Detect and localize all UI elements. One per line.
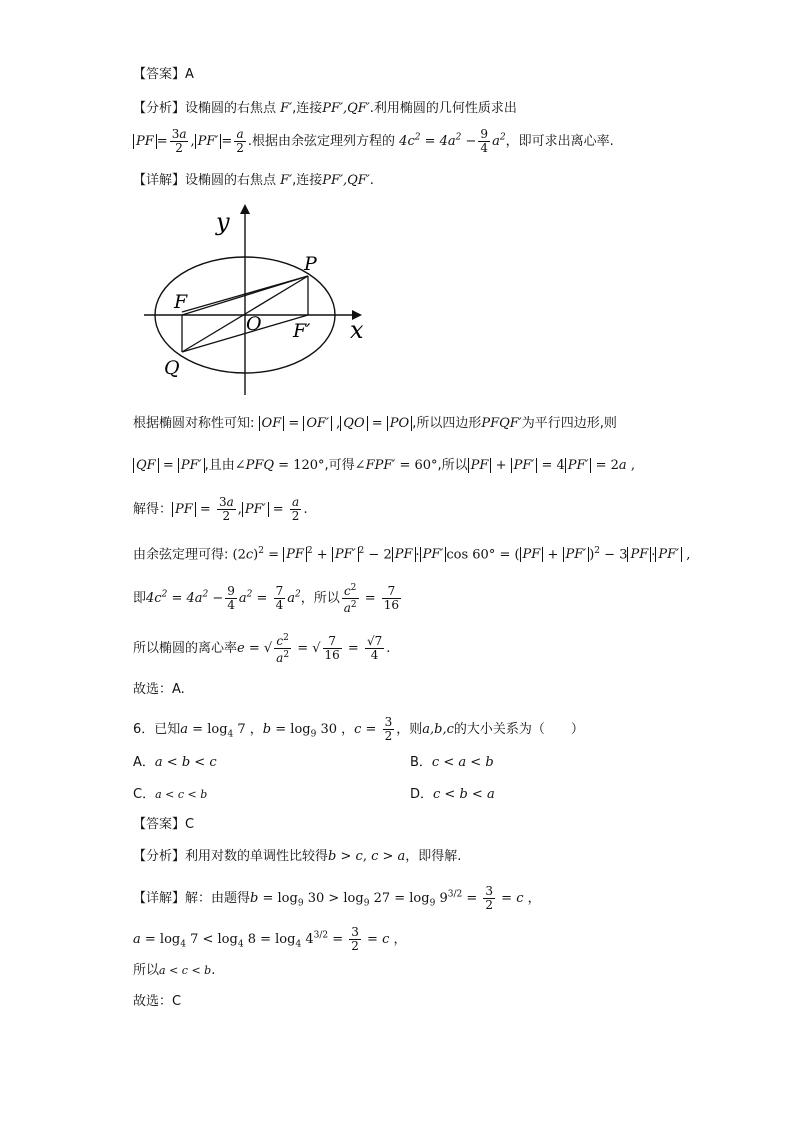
choose-line-2: [133, 993, 181, 1011]
analysis-line-2: PF = $\frac{3a}{2}$ , PF′ = $\frac{a}{2}$ .根据由余弦定理列方程的 $4c^2 = 4a^2$ − $\frac{9}{4}$ $a^2$，即可求出离心率.: [133, 128, 614, 155]
detail-tag: 【详解】: [133, 173, 186, 188]
answer-line-2: [133, 816, 194, 834]
cosine-line: 由余弦定理可得: $(2c)^2$ = PF $^2$ + PF′ $^2$ − 2 PF · PF′ cos 60° = ( PF + PF′ )$^2$ − 3 PF · PF′ ,: [133, 546, 691, 563]
ellipse-figure: [140, 200, 380, 400]
body-text: 故选：A.: [133, 682, 185, 697]
body-text: 根据椭圆对称性可知:: [133, 416, 255, 431]
analysis-text: ，即得解.: [405, 849, 462, 864]
answer-tag: 【答案】: [133, 817, 186, 832]
question-text: 6．已知: [133, 722, 181, 737]
math-inline: F′: [280, 101, 293, 116]
label-P: P: [304, 253, 317, 275]
analysis-text: 利用对数的单调性比较得: [185, 849, 329, 864]
label-Fprime: F′: [293, 320, 311, 342]
body-text: 故选：C: [133, 994, 182, 1009]
label-F: F: [174, 291, 188, 313]
answer-value: A: [185, 67, 194, 82]
analysis-text: ,连接: [292, 101, 323, 116]
body-text: ，所以: [300, 591, 340, 606]
ecc-line: 所以椭圆的离心率e = √ $\frac{c^2}{a^2}$ = √ $\frac{7}{16}$ = $\frac{√7}{4}$ .: [133, 633, 391, 665]
detail-text: 解：由题得: [185, 891, 251, 906]
label-y: y: [216, 208, 230, 236]
answer-value: C: [185, 817, 195, 832]
answer-tag: 【答案】: [133, 67, 186, 82]
label-Q: Q: [164, 357, 180, 379]
analysis-tag: 【分析】: [133, 101, 186, 116]
body-text: ,且由: [204, 458, 235, 473]
math-inline: PF′,QF′: [322, 101, 370, 116]
option-label: B．: [410, 755, 432, 770]
analysis-text: ，即可求出离心率.: [505, 134, 614, 149]
body-text: 即: [133, 591, 147, 606]
label-O: O: [246, 313, 262, 335]
conclusion-line: 所以a < c < b.: [133, 963, 216, 978]
symmetry-line: 根据椭圆对称性可知: OF = OF′ , QO = PO ,所以四边形PFQF′为平行四边形,则: [133, 416, 617, 431]
body-text: 由余弦定理可得:: [133, 547, 229, 563]
body-text: 解得：: [133, 502, 173, 517]
body-text: ,可得: [324, 458, 355, 473]
body-text: 所以椭圆的离心率: [133, 641, 238, 656]
body-text: 所以: [133, 963, 160, 978]
detail-text: 设椭圆的右焦点: [185, 173, 277, 188]
question-text: 的大小关系为（ ）: [453, 722, 584, 737]
option-D: D．c < b < a: [410, 787, 495, 802]
detail-line-3: $a = \log_4 7 < \log_4 8 = \log_4 4^{3/2}$ = $\frac{3}{2}$ = c ，: [133, 925, 407, 953]
body-text: ,所以四边形: [412, 416, 482, 431]
condition-line: QF = PF′ ,且由∠PFQ = 120°,可得∠FPF′ = 60°,所以 PF + PF′ = 4 PF′ = 2a ,: [133, 457, 635, 475]
analysis-text: .根据由余弦定理列方程的: [247, 134, 396, 149]
body-text: ,所以: [437, 458, 468, 473]
detail-text: ,连接: [292, 173, 323, 188]
choose-line-1: [133, 681, 185, 699]
label-x: x: [350, 316, 364, 344]
option-B: B．c < a < b: [410, 755, 494, 770]
option-label: D．: [410, 787, 434, 802]
analysis-line-1: [133, 100, 517, 118]
analysis-text: .利用椭圆的几何性质求出: [369, 101, 517, 116]
option-label: A．: [133, 755, 155, 770]
detail-tag: 【详解】: [133, 891, 186, 906]
solve-line: 解得： PF = $\frac{3a}{2}$ , PF′ = $\frac{a}{2}$ .: [133, 495, 308, 523]
option-C: C．a < c < b: [133, 787, 208, 802]
question-text: ，则: [396, 722, 423, 737]
analysis-text: 设椭圆的右焦点: [185, 101, 277, 116]
option-label: C．: [133, 787, 156, 802]
answer-line-1: [133, 66, 194, 84]
question-6: 6．已知$a = \log_4 7$ ，$b = \log_9 30$ ，c = $\frac{3}{2}$ ，则a,b,c的大小关系为（ ）: [133, 715, 584, 743]
ji-line: 即$4c^2 = 4a^2$ − $\frac{9}{4}$ $a^2$ = $\frac{7}{4}$ $a^2$，所以 $\frac{c^2}{a^2}$ = $\frac{7}{16}$: [133, 583, 400, 615]
detail-line-2: 【详解】解：由题得$b = \log_9 30 > \log_9 27 = \log_9 9^{3/2}$ = $\frac{3}{2}$ = c ，: [133, 884, 541, 912]
option-A: A．a < b < c: [133, 755, 217, 770]
body-text: 为平行四边形,则: [521, 416, 617, 431]
detail-line-1: 【详解】设椭圆的右焦点 F′,连接PF′,QF′.: [133, 173, 374, 188]
analysis-tag: 【分析】: [133, 849, 186, 864]
analysis-line-3: 【分析】利用对数的单调性比较得b > c, c > a，即得解.: [133, 849, 462, 864]
